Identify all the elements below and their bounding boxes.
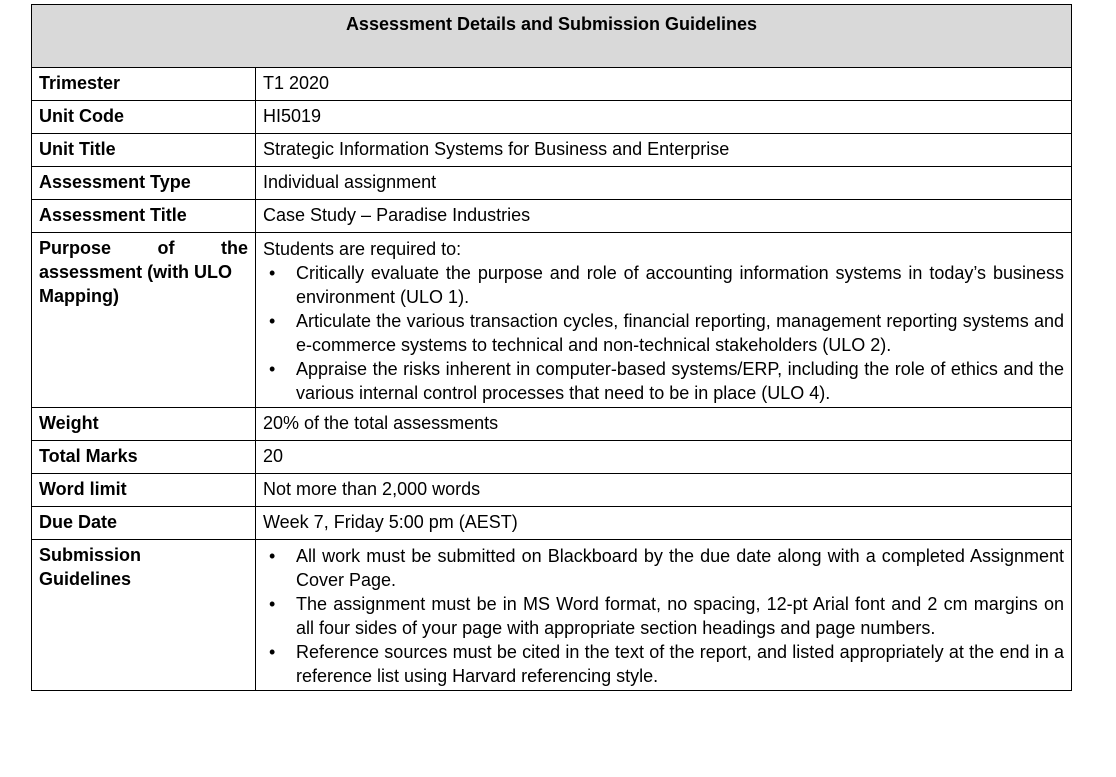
row-unit-title [32, 134, 1072, 167]
purpose-label-word: of [157, 238, 175, 258]
assessment-type-value: Individual assignment [256, 167, 1072, 200]
unit-title-label: Unit Title [32, 134, 256, 167]
weight-label: Weight [32, 408, 256, 441]
row-due-date [32, 507, 1072, 540]
total-marks-value: 20 [256, 441, 1072, 474]
purpose-list [263, 261, 1064, 405]
purpose-bullet: • Critically evaluate the purpose and role of accounting information systems in today’s business environment (ULO 1). [263, 261, 1064, 309]
purpose-label-word: Purpose [39, 238, 112, 258]
word-limit-label: Word limit [32, 474, 256, 507]
submission-label-line: Submission [39, 545, 142, 565]
submission-list [263, 542, 1064, 688]
row-purpose [32, 233, 1072, 408]
assessment-type-label: Assessment Type [32, 167, 256, 200]
purpose-bullet: • Articulate the various transaction cycles, financial reporting, management reporting systems and e-commerce systems to technical and non-technical stakeholders (ULO 2). [263, 309, 1064, 357]
purpose-value [256, 233, 1072, 408]
purpose-bullet: • Appraise the risks inherent in computer-based systems/ERP, including the role of ethics and the various internal control processes that need to be in place (ULO 4). [263, 357, 1064, 405]
due-date-value: Week 7, Friday 5:00 pm (AEST) [256, 507, 1072, 540]
assessment-title-label: Assessment Title [32, 200, 256, 233]
row-weight [32, 408, 1072, 441]
trimester-label: Trimester [32, 68, 256, 101]
submission-bullet: • The assignment must be in MS Word format, no spacing, 12-pt Arial font and 2 cm margins on all four sides of your page with appropriate section headings and page numbers. [263, 592, 1064, 640]
unit-title-value: Strategic Information Systems for Business and Enterprise [256, 134, 1072, 167]
assessment-title-value: Case Study – Paradise Industries [256, 200, 1072, 233]
submission-label [32, 540, 256, 691]
row-assessment-title [32, 200, 1072, 233]
trimester-value: T1 2020 [256, 68, 1072, 101]
row-submission [32, 540, 1072, 691]
row-total-marks [32, 441, 1072, 474]
row-assessment-type [32, 167, 1072, 200]
row-unit-code [32, 101, 1072, 134]
row-trimester [32, 68, 1072, 101]
unit-code-label: Unit Code [32, 101, 256, 134]
row-word-limit [32, 474, 1072, 507]
purpose-label-line: Mapping) [39, 286, 119, 306]
purpose-label-line: assessment (with ULO [39, 262, 233, 282]
weight-value: 20% of the total assessments [256, 408, 1072, 441]
purpose-label [32, 233, 256, 408]
submission-bullet: • All work must be submitted on Blackboard by the due date along with a completed Assignment Cover Page. [263, 544, 1064, 592]
table-title: Assessment Details and Submission Guidelines [32, 5, 1072, 68]
submission-value [256, 540, 1072, 691]
word-limit-value: Not more than 2,000 words [256, 474, 1072, 507]
assessment-details-table [31, 4, 1072, 691]
due-date-label: Due Date [32, 507, 256, 540]
unit-code-value: HI5019 [256, 101, 1072, 134]
purpose-label-word: the [221, 238, 248, 258]
assessment-details-document [31, 4, 1071, 691]
submission-bullet: • Reference sources must be cited in the text of the report, and listed appropriately at the end in a reference list using Harvard referencing style. [263, 640, 1064, 688]
purpose-intro: Students are required to: [263, 239, 462, 259]
total-marks-label: Total Marks [32, 441, 256, 474]
submission-label-line: Guidelines [39, 569, 132, 589]
